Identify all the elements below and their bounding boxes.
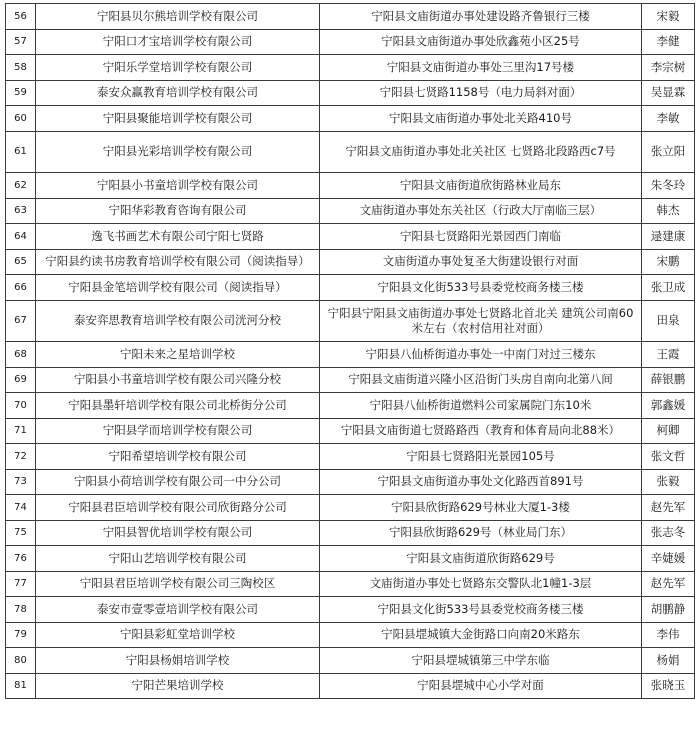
- table-row: [6, 249, 695, 275]
- row-number: 71: [6, 418, 36, 444]
- contact-person: 韩杰: [642, 198, 695, 224]
- row-number: 76: [6, 546, 36, 572]
- school-name: 宁阳县杨娟培训学校: [36, 648, 320, 674]
- contact-person: 辛婕媛: [642, 546, 695, 572]
- row-number: 62: [6, 173, 36, 199]
- contact-person: 薛银鹏: [642, 367, 695, 393]
- school-address: 宁阳县文庙街道办事处文化路西首891号: [320, 469, 642, 495]
- row-number: 57: [6, 29, 36, 55]
- school-address: 宁阳县文庙街道办事处建设路齐鲁银行三楼: [320, 4, 642, 30]
- school-address: 宁阳县文庙街道欣街路629号: [320, 546, 642, 572]
- row-number: 81: [6, 673, 36, 699]
- school-name: 宁阳乐学堂培训学校有限公司: [36, 55, 320, 81]
- contact-person: 宋毅: [642, 4, 695, 30]
- contact-person: 张志冬: [642, 520, 695, 546]
- school-name: 宁阳希望培训学校有限公司: [36, 444, 320, 470]
- row-number: 73: [6, 469, 36, 495]
- table-row: [6, 418, 695, 444]
- school-name: 宁阳县约读书房教育培训学校有限公司（阅读指导）: [36, 249, 320, 275]
- row-number: 69: [6, 367, 36, 393]
- contact-person: 张卫成: [642, 275, 695, 301]
- table-row: [6, 106, 695, 132]
- table-row: [6, 367, 695, 393]
- table-row: [6, 571, 695, 597]
- school-address: 宁阳县文化街533号县委党校商务楼三楼: [320, 275, 642, 301]
- contact-person: 李宗树: [642, 55, 695, 81]
- contact-person: 张立阳: [642, 131, 695, 173]
- contact-person: 逯建康: [642, 224, 695, 250]
- contact-person: 李健: [642, 29, 695, 55]
- contact-person: 宋鹏: [642, 249, 695, 275]
- contact-person: 郭鑫媛: [642, 393, 695, 419]
- school-name: 宁阳未来之星培训学校: [36, 342, 320, 368]
- school-name: 宁阳县小书童培训学校有限公司: [36, 173, 320, 199]
- school-name: 宁阳县金笔培训学校有限公司（阅读指导）: [36, 275, 320, 301]
- school-name: 宁阳县小书童培训学校有限公司兴隆分校: [36, 367, 320, 393]
- school-name: 宁阳县彩虹堂培训学校: [36, 622, 320, 648]
- table-row: [6, 198, 695, 224]
- contact-person: 李伟: [642, 622, 695, 648]
- table-row: [6, 495, 695, 521]
- row-number: 70: [6, 393, 36, 419]
- school-name: 宁阳县聚能培训学校有限公司: [36, 106, 320, 132]
- table-row: [6, 131, 695, 173]
- table-row: [6, 80, 695, 106]
- school-address: 宁阳县七贤路阳光景园105号: [320, 444, 642, 470]
- row-number: 56: [6, 4, 36, 30]
- school-address: 宁阳县文庙街道办事处北关社区 七贤路北段路西c7号: [320, 131, 642, 173]
- school-registry-table: [5, 3, 695, 699]
- row-number: 77: [6, 571, 36, 597]
- table-row: [6, 546, 695, 572]
- contact-person: 张晓玉: [642, 673, 695, 699]
- school-name: 宁阳华彩教育咨询有限公司: [36, 198, 320, 224]
- row-number: 75: [6, 520, 36, 546]
- school-address: 宁阳县八仙桥街道燃料公司家属院门东10米: [320, 393, 642, 419]
- row-number: 68: [6, 342, 36, 368]
- school-address: 宁阳县文庙街道办事处三里沟17号楼: [320, 55, 642, 81]
- table-row: [6, 622, 695, 648]
- school-address: 文庙街道办事处东关社区（行政大厅南临三层）: [320, 198, 642, 224]
- row-number: 63: [6, 198, 36, 224]
- school-name: 宁阳县墨轩培训学校有限公司北桥街分公司: [36, 393, 320, 419]
- table-row: [6, 29, 695, 55]
- school-address: 文庙街道办事处七贤路东交警队北1幢1-3层: [320, 571, 642, 597]
- school-address: 宁阳县八仙桥街道办事处一中南门对过三楼东: [320, 342, 642, 368]
- contact-person: 田泉: [642, 300, 695, 342]
- contact-person: 赵先军: [642, 495, 695, 521]
- row-number: 60: [6, 106, 36, 132]
- school-address: 宁阳县欣街路629号（林业局门东）: [320, 520, 642, 546]
- contact-person: 王霞: [642, 342, 695, 368]
- table-row: [6, 469, 695, 495]
- school-address: 宁阳县文庙街道办事处欣鑫苑小区25号: [320, 29, 642, 55]
- school-address: 宁阳县欣街路629号林业大厦1-3楼: [320, 495, 642, 521]
- contact-person: 李敏: [642, 106, 695, 132]
- school-name: 宁阳县君臣培训学校有限公司欣街路分公司: [36, 495, 320, 521]
- table-row: [6, 342, 695, 368]
- row-number: 78: [6, 597, 36, 623]
- row-number: 65: [6, 249, 36, 275]
- table-row: [6, 520, 695, 546]
- table-row: [6, 444, 695, 470]
- contact-person: 胡鹏静: [642, 597, 695, 623]
- school-name: 泰安弈思教育培训学校有限公司洸河分校: [36, 300, 320, 342]
- school-name: 泰安众赢教育培训学校有限公司: [36, 80, 320, 106]
- school-address: 宁阳县文庙街道欣街路林业局东: [320, 173, 642, 199]
- school-address: 宁阳县文庙街道办事处北关路410号: [320, 106, 642, 132]
- row-number: 72: [6, 444, 36, 470]
- row-number: 59: [6, 80, 36, 106]
- table-row: [6, 300, 695, 342]
- table-row: [6, 275, 695, 301]
- table-row: [6, 673, 695, 699]
- school-name: 宁阳芒果培训学校: [36, 673, 320, 699]
- contact-person: 朱冬玲: [642, 173, 695, 199]
- row-number: 64: [6, 224, 36, 250]
- school-address: 宁阳县堽城镇大金街路口向南20米路东: [320, 622, 642, 648]
- contact-person: 杨娟: [642, 648, 695, 674]
- school-name: 宁阳口才宝培训学校有限公司: [36, 29, 320, 55]
- school-address: 宁阳县七贤路1158号（电力局斜对面）: [320, 80, 642, 106]
- school-name: 宁阳县贝尔熊培训学校有限公司: [36, 4, 320, 30]
- school-name: 宁阳县小荷培训学校有限公司一中分公司: [36, 469, 320, 495]
- school-address: 宁阳县堽城镇第三中学东临: [320, 648, 642, 674]
- contact-person: 吴显霖: [642, 80, 695, 106]
- table-row: [6, 597, 695, 623]
- school-address: 宁阳县堽城中心小学对面: [320, 673, 642, 699]
- school-name: 宁阳山艺培训学校有限公司: [36, 546, 320, 572]
- row-number: 74: [6, 495, 36, 521]
- contact-person: 柯卿: [642, 418, 695, 444]
- school-address: 宁阳县七贤路阳光景园西门南临: [320, 224, 642, 250]
- school-name: 宁阳县学而培训学校有限公司: [36, 418, 320, 444]
- school-name: 逸飞书画艺术有限公司宁阳七贤路: [36, 224, 320, 250]
- school-name: 泰安市壹零壹培训学校有限公司: [36, 597, 320, 623]
- school-name: 宁阳县智优培训学校有限公司: [36, 520, 320, 546]
- contact-person: 张毅: [642, 469, 695, 495]
- table-row: [6, 648, 695, 674]
- table-row: [6, 55, 695, 81]
- row-number: 79: [6, 622, 36, 648]
- school-name: 宁阳县光彩培训学校有限公司: [36, 131, 320, 173]
- row-number: 80: [6, 648, 36, 674]
- table-row: [6, 4, 695, 30]
- table-row: [6, 393, 695, 419]
- school-address: 宁阳县宁阳县文庙街道办事处七贤路北首北关 建筑公司南60米左右（农村信用社对面）: [320, 300, 642, 342]
- table-row: [6, 173, 695, 199]
- table-body: [6, 4, 695, 699]
- school-address: 宁阳县文庙街道兴隆小区沿街门头房自南向北第八间: [320, 367, 642, 393]
- table-row: [6, 224, 695, 250]
- school-address: 文庙街道办事处复圣大街建设银行对面: [320, 249, 642, 275]
- school-address: 宁阳县文庙街道七贤路路西（教育和体育局向北88米）: [320, 418, 642, 444]
- contact-person: 赵先军: [642, 571, 695, 597]
- contact-person: 张文哲: [642, 444, 695, 470]
- row-number: 58: [6, 55, 36, 81]
- school-name: 宁阳县君臣培训学校有限公司三陶校区: [36, 571, 320, 597]
- row-number: 67: [6, 300, 36, 342]
- row-number: 61: [6, 131, 36, 173]
- row-number: 66: [6, 275, 36, 301]
- school-address: 宁阳县文化街533号县委党校商务楼三楼: [320, 597, 642, 623]
